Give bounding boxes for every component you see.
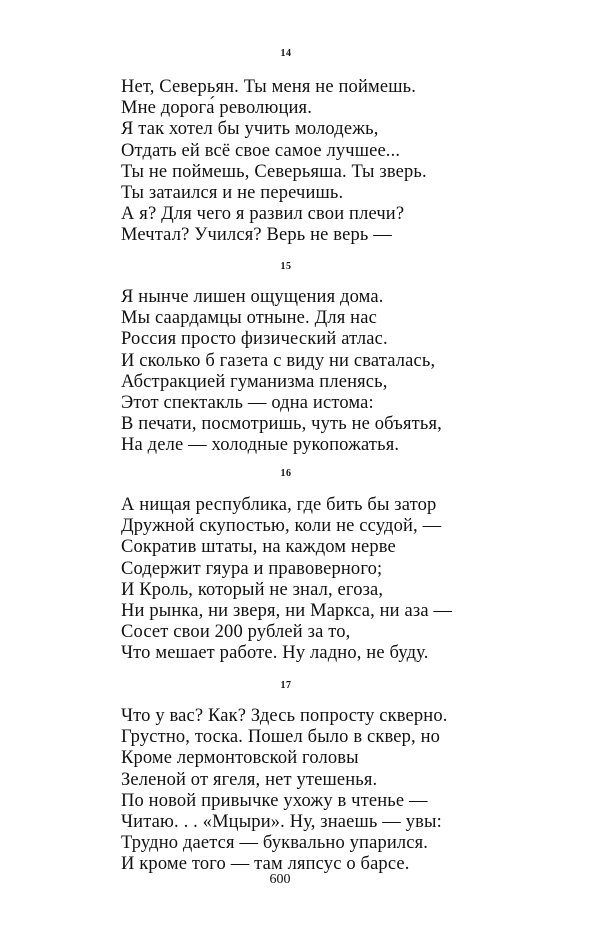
verse-line: Содержит гяура и правоверного; [121,558,383,579]
stanza [121,495,571,665]
verse-line: Зеленой от ягеля, нет утешенья. [121,769,378,790]
verse-line: И Кроль, который не знал, егоза, [121,579,384,600]
verse-line: Читаю. . . «Мцыри». Ну, знаешь — увы: [121,812,442,833]
verse-line: И сколько б газета с виду ни сваталась, [121,350,436,371]
verse-line: Что мешает работе. Ну ладно, не буду. [121,643,429,664]
page-number: 600 [269,872,291,887]
verse-line: На деле — холодные рукопожатья. [121,435,400,456]
verse-line: Трудно дается — буквально упарился. [121,833,429,854]
verse-line: Ты не поймешь, Северьяша. Ты зверь. [121,161,427,182]
verse-line: Россия просто физический атлас. [121,329,388,350]
verse-line: По новой привычке ухожу в чтенье — [121,790,428,811]
verse-line: И кроме того — там ляпсус о барсе. [121,854,410,875]
section-number: 17 [280,680,292,691]
stanza [121,706,571,876]
verse-line: Нет, Северьян. Ты меня не поймешь. [121,77,416,97]
section-number: 16 [280,468,292,479]
verse-line: Дружной скупостью, коли не ссудой, — [121,516,442,537]
verse-line: Отдать ей всё свое самое лучшее... [121,140,401,161]
verse-line: Мечтал? Учился? Верь не верь — [121,225,392,246]
verse-line: А я? Для чего я развил свои плечи? [121,204,405,225]
verse-line: Кроме лермонтовской головы [121,748,359,769]
verse-line: Мне дорога́ революция. [121,98,312,119]
verse-line: А нищая республика, где бить бы затор [121,495,437,515]
stanza [121,77,571,247]
section-number: 14 [280,48,292,59]
verse-line: Я так хотел бы учить молодежь, [121,119,379,140]
verse-line: Мы саардамцы отныне. Для нас [121,308,377,329]
verse-line: Ни рынка, ни зверя, ни Маркса, ни аза — [121,601,453,622]
verse-line: Я нынче лишен ощущения дома. [121,287,384,307]
verse-line: Ты затаился и не перечишь. [121,183,344,204]
verse-line: Сосет свои 200 рублей за то, [121,622,351,643]
verse-line: Абстракцией гуманизма пленясь, [121,371,388,392]
stanza [121,287,571,457]
section-number: 15 [280,261,292,272]
verse-line: Этот спектакль — одна истома: [121,393,374,414]
verse-line: Грустно, тоска. Пошел было в сквер, но [121,727,441,748]
verse-line: Что у вас? Как? Здесь попросту скверно. [121,706,448,726]
verse-line: В печати, посмотришь, чуть не объятья, [121,414,442,435]
verse-line: Сократив штаты, на каждом нерве [121,537,396,558]
